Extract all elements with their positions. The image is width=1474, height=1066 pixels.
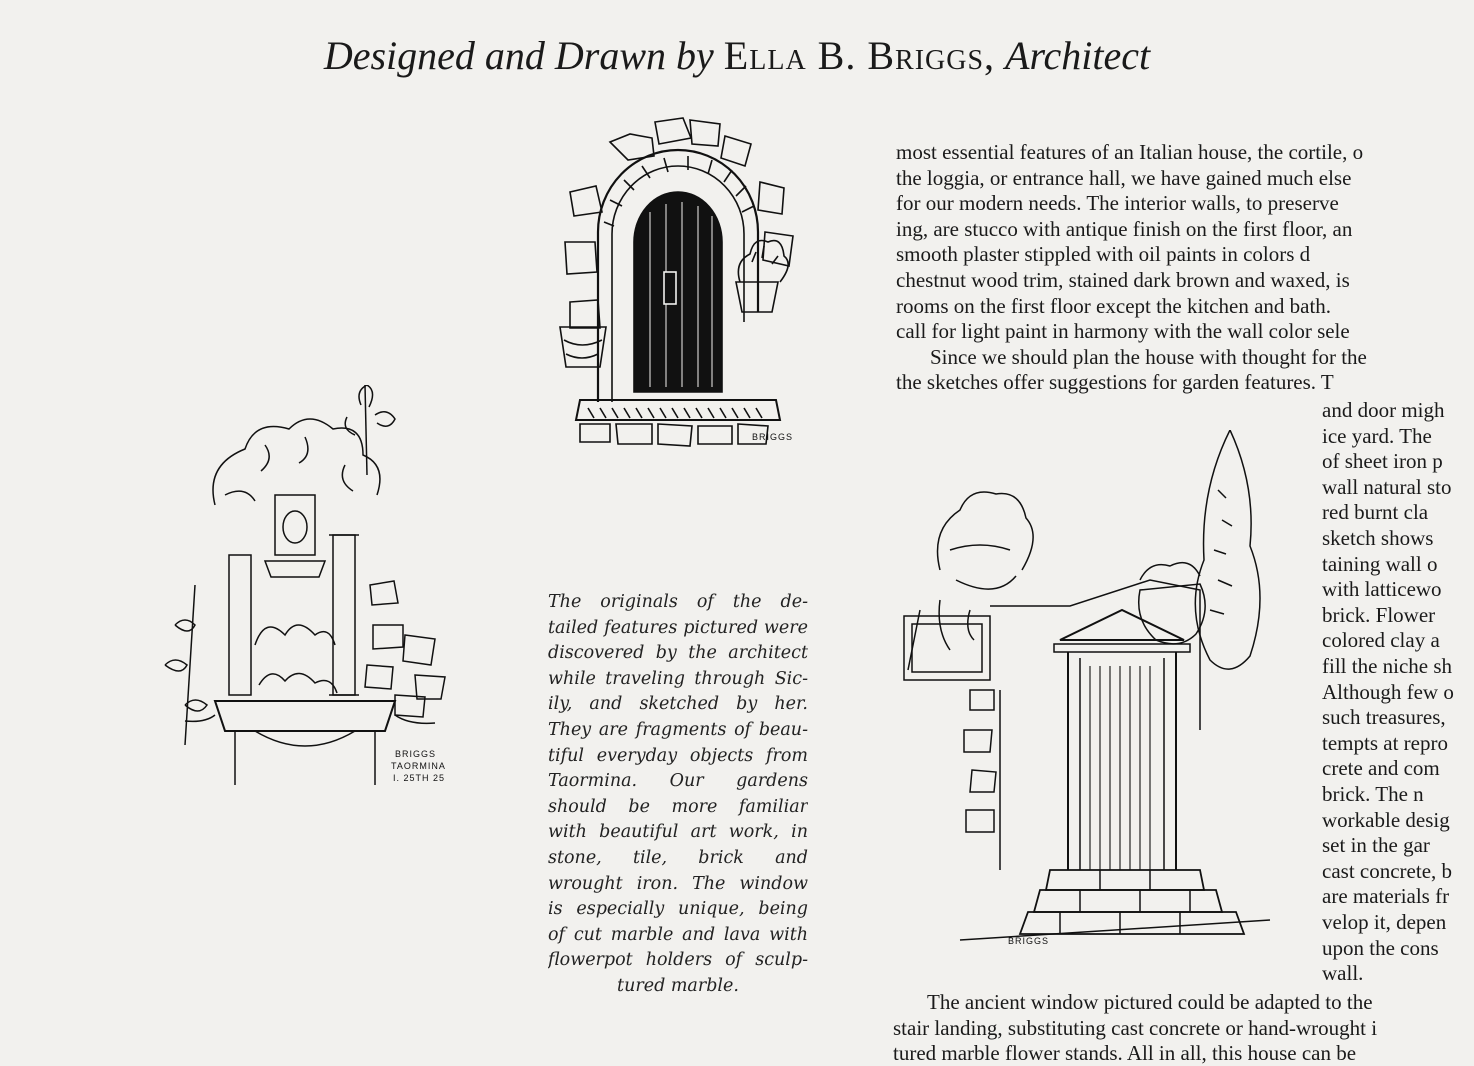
right-text-line: most essential features of an Italian house, the cortile, o [896,140,1364,164]
right-text-line: set in the gar [1322,833,1430,858]
wall-fountain-sketch [155,385,465,795]
caption-line: tailed features pictured were [548,617,808,638]
caption-line: They are fragments of beau- [548,719,808,740]
caption-line: ily, and sketched by her. [548,694,808,715]
right-text-line: taining wall o [1322,551,1438,576]
caption-line: discovered by the architect [548,643,808,664]
right-text-line: sketch shows [1322,526,1434,550]
caption-line: tiful everyday objects from [548,745,808,766]
caption-line: Taormina. Our gardens [548,771,808,792]
right-text-line: velop it, depen [1322,910,1447,934]
fountain-signature-3: I. 25TH 25 [393,773,446,783]
right-text-line: tured marble flower stands. All in all, this house can be [893,1041,1357,1066]
caption-line: should be more familiar [548,796,808,817]
right-text-line: wall. [1322,961,1364,986]
right-text-line: and door migh [1322,398,1445,422]
right-text-line: brick. The n [1322,782,1424,806]
garden-doorway-sketch [900,430,1280,950]
right-text-line: the sketches offer suggestions for garden features. T [896,370,1334,395]
right-text-line: crete and com [1322,756,1440,781]
right-text-line: workable desig [1322,807,1450,832]
header-author: Ella B. Briggs, [723,33,996,78]
right-text-line: cast concrete, b [1322,858,1453,883]
right-text-line: of sheet iron p [1322,449,1443,474]
right-text-line: smooth plaster stippled with oil paints in colors d [896,242,1311,267]
caption-line: tured marble. [617,975,739,996]
right-text-line: brick. Flower [1322,602,1436,627]
right-text-line: tempts at repro [1322,730,1448,755]
doorway-signature: BRIGGS [1008,936,1050,946]
caption-line: while traveling through Sic- [548,668,808,689]
caption-line: flowerpot holders of sculp- [548,950,808,971]
right-text-line: wall natural sto [1322,474,1452,499]
header-designed-by: Designed and Drawn by [323,33,714,78]
right-text-line: for our modern needs. The interior walls, to preserve [896,191,1339,216]
right-text-line: upon the cons [1322,935,1439,960]
right-text-line: ing, are stucco with antique finish on the first floor, an [896,216,1353,241]
arched-window-sketch [540,112,810,462]
caption-line: with beautiful art work, in [548,822,808,843]
right-text-line: with latticewo [1322,577,1442,602]
header-architect: Architect [1005,33,1151,78]
caption-line: is especially unique, being [548,899,808,920]
right-text-line: colored clay a [1322,628,1440,653]
caption-line: The originals of the de- [548,592,808,612]
right-text-line: are materials fr [1322,884,1450,909]
right-text-line: fill the niche sh [1322,654,1453,678]
right-text-line: The ancient window pictured could be adapted to the [927,990,1373,1014]
right-text-line: stair landing, substituting cast concrete or hand-wrought i [893,1015,1378,1040]
right-text-line: such treasures, [1322,705,1446,730]
right-text-line: Although few o [1322,679,1454,704]
right-text-line: red burnt cla [1322,500,1429,525]
right-text-line: rooms on the first floor except the kitchen and bath. [896,293,1332,318]
caption-line: stone, tile, brick and [548,847,808,868]
fountain-signature-1: BRIGGS [395,749,437,759]
window-signature: BRIGGS [752,432,794,442]
right-text-line: call for light paint in harmony with the wall color sele [896,319,1350,344]
right-text-line: ice yard. The [1322,423,1432,448]
caption-line: of cut marble and lava with [548,924,808,945]
caption-line: wrought iron. The window [548,873,808,894]
right-text-line: the loggia, or entrance hall, we have gained much else [896,165,1352,190]
right-text-line: chestnut wood trim, stained dark brown and waxed, is [896,268,1350,292]
right-text-line: Since we should plan the house with thought for the [930,344,1367,369]
fountain-signature-2: TAORMINA [391,761,446,771]
